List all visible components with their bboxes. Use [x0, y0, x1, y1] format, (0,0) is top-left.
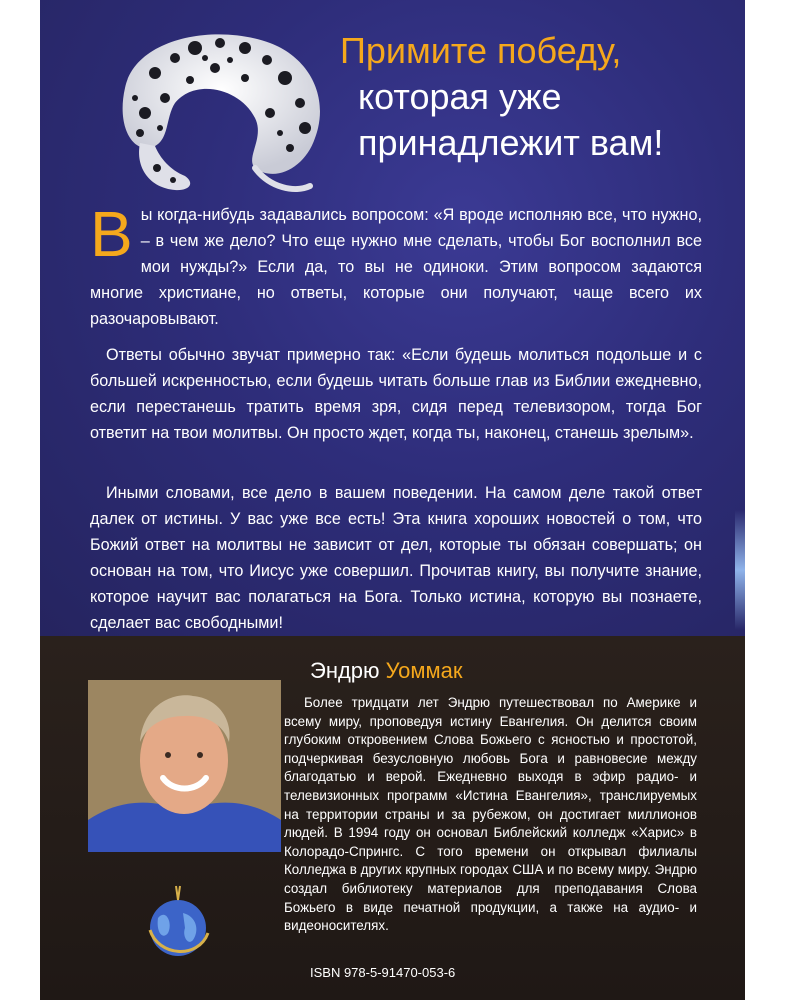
- author-bio: Более тридцати лет Эндрю путешествовал по Америке и всему миру, проповедуя истину Евангелия. Он делится своим глубоким откровением Слова Божьего с ясностью и простотой, подчеркивая безусловную любовь Бога и равновесие между благодатью и верой. Ежедневно выходя в эфир радио- и телевизионных программ «Истина Евангелия», транслируемых на территории страны и за рубежом, он достигает миллионов людей. В 1994 году он основал Библейский колледж «Харис» в Колорадо-Спрингс. С того времени он открывал филиалы Колледжа в других крупных городах США и по всему миру. Эндрю создал библиотеку материалов для преподавания Слова Божьего в виде печатной продукции, а также на аудио- и видеоносителях.: [284, 695, 697, 934]
- headline-line-1: Примите победу,: [340, 30, 622, 71]
- drop-cap: В: [90, 198, 133, 270]
- paragraph-1-text: ы когда-нибудь задавались вопросом: «Я вроде исполняю все, что нужно, – в чем же дело? Что еще нужно мне сделать, чтобы Бог восполнил все мои нужды?» Если да, то вы не одиноки. Этим вопросом задаются многие христиане, но ответы, которые они получают, чаще всего их разочаровывают.: [90, 206, 702, 328]
- author-first-name: Эндрю: [310, 658, 380, 683]
- isbn: ISBN 978-5-91470-053-6: [310, 965, 456, 980]
- headline: [330, 28, 730, 166]
- globe-logo-icon: [138, 878, 218, 963]
- paragraph-1: [90, 198, 702, 332]
- author-photo: [88, 680, 281, 852]
- headline-line-3: принадлежит вам!: [358, 122, 664, 163]
- headline-line-2: которая уже: [358, 76, 562, 117]
- dalmatian-image: [95, 18, 340, 198]
- paragraph-2: Ответы обычно звучат примерно так: «Если будешь молиться подольше и с большей искренностью, если будешь читать больше глав из Библии ежедневно, если перестанешь тратить время зря, сидя перед телевизором, тогда Бог ответит на твои молитвы. Он просто ждет, когда ты, наконец, станешь зрелым».: [90, 346, 702, 442]
- author-name: [310, 658, 463, 684]
- edge-glow: [735, 510, 745, 630]
- book-back-cover: [40, 0, 745, 1000]
- author-surname: Уоммак: [385, 658, 463, 683]
- paragraph-3: Иными словами, все дело в вашем поведении. На самом деле такой ответ далек от истины. У вас уже все есть! Эта книга хороших новостей о том, что Божий ответ на молитвы не зависит от дел, которые ты обязан совершать; он основан на том, что Иисус уже совершил. Прочитав книгу, вы получите знание, которое научит вас полагаться на Бога. Только истина, которую вы познаете, сделает вас свободными!: [90, 484, 702, 632]
